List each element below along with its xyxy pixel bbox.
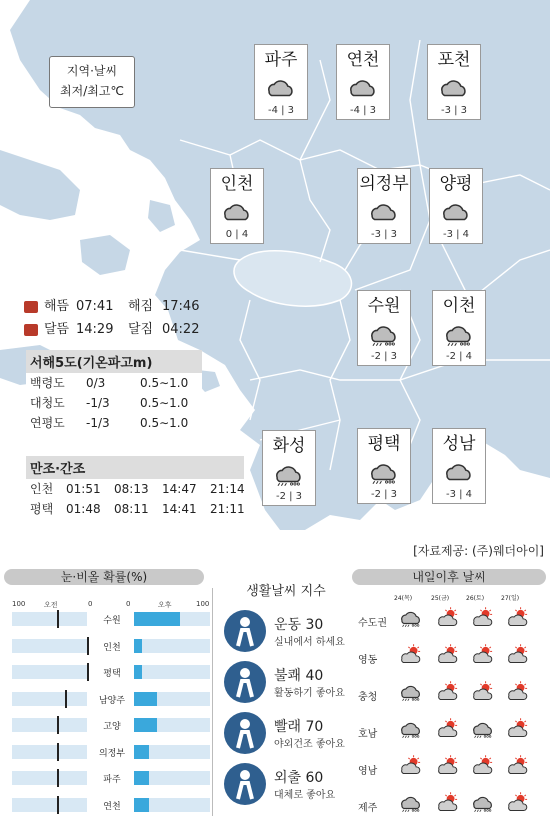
sun-cloud-icon: [470, 606, 496, 628]
sea-wave: 0.5∼1.0: [140, 376, 189, 390]
forecast-date: 25(금): [431, 595, 450, 602]
pm-probability-bar: [134, 639, 142, 653]
sea-row: [26, 413, 202, 433]
city-name: 양평: [439, 174, 473, 194]
life-index-item: [218, 608, 346, 654]
city-card: [262, 430, 316, 506]
sunset-time: 17:46: [162, 299, 200, 314]
city-temperature: -3 | 4: [442, 229, 470, 240]
laundry-icon: [224, 712, 266, 754]
city-card: [357, 168, 411, 244]
outing-icon: [224, 763, 266, 805]
data-credit: [자료제공: (주)웨더아이]: [413, 544, 544, 558]
city-temperature: -3 | 3: [440, 105, 468, 116]
scale-right-min: 0: [126, 600, 131, 608]
city-name: 수원: [367, 296, 401, 316]
scale-left-min: 0: [88, 600, 93, 608]
probability-row: [12, 716, 212, 734]
forecast-date: 24(목): [394, 595, 413, 602]
probability-row: [12, 743, 212, 761]
sunrise-icon: [24, 301, 38, 313]
scale-am-label: 오전: [44, 601, 58, 609]
probability-city: 고양: [103, 722, 121, 732]
sun-cloud-icon: [435, 791, 461, 813]
am-probability-marker: [57, 610, 59, 628]
forecast-region: 호남: [358, 729, 378, 740]
life-index-value: 불쾌 40: [274, 668, 324, 684]
forecast-cell: [398, 791, 424, 817]
life-index-item: [218, 659, 346, 705]
city-card: [432, 290, 486, 366]
cloudy-icon: [439, 198, 473, 224]
sea-temp: 0/3: [86, 376, 106, 390]
city-name: 성남: [442, 434, 476, 454]
forecast-cell: [398, 717, 424, 743]
forecast-cell: [398, 643, 424, 669]
city-card: [336, 44, 390, 120]
legend-line-1: 지역·날씨: [66, 64, 118, 78]
moonrise-icon: [24, 324, 38, 336]
city-temperature: -4 | 3: [267, 105, 295, 116]
probability-row: [12, 610, 212, 628]
forecast-date: 27(일): [501, 595, 520, 602]
tide-row: [26, 479, 244, 499]
forecast-cell: [505, 791, 531, 817]
pm-probability-bar: [134, 798, 149, 812]
city-temperature: -3 | 3: [370, 229, 398, 240]
am-track: [12, 665, 87, 679]
scale-pm-label: 오후: [158, 601, 172, 609]
rain-snow-icon: [398, 680, 424, 702]
life-index-advice: 활동하기 좋아요: [274, 688, 345, 699]
rain-snow-icon: [470, 791, 496, 813]
am-probability-marker: [57, 796, 59, 814]
tide-place: 평택: [30, 502, 54, 516]
forecast-date: 26(토): [466, 595, 485, 602]
probability-row: [12, 796, 212, 814]
cloudy-icon: [346, 74, 380, 100]
city-card: [357, 428, 411, 504]
forecast-cell: [505, 643, 531, 669]
forecast-cell: [505, 606, 531, 632]
city-card: [357, 290, 411, 366]
cloudy-icon: [437, 74, 471, 100]
city-temperature: -2 | 3: [370, 489, 398, 500]
city-name: 이천: [442, 296, 476, 316]
city-card: [429, 168, 483, 244]
forecast-region: 충청: [358, 692, 378, 703]
tide-t2: 08:11: [114, 502, 149, 516]
life-index-value: 빨래 70: [274, 719, 324, 735]
scale-right-max: 100: [196, 600, 210, 608]
sun-cloud-icon: [505, 791, 531, 813]
pm-probability-bar: [134, 718, 157, 732]
am-track: [12, 639, 87, 653]
tide-t1: 01:51: [66, 482, 101, 496]
probability-row: [12, 690, 212, 708]
am-probability-marker: [65, 690, 67, 708]
pm-probability-bar: [134, 665, 142, 679]
forecast-region: 제주: [358, 803, 378, 814]
forecast-cell: [470, 680, 496, 706]
city-name: 의정부: [359, 174, 409, 194]
sun-cloud-icon: [398, 754, 424, 776]
rain-snow-icon: [398, 791, 424, 813]
sunrise-time: 07:41: [76, 299, 114, 314]
rain-snow-icon: [367, 320, 401, 346]
life-index-value: 운동 30: [274, 617, 324, 633]
discomfort-icon: [224, 661, 266, 703]
forecast-cell: [435, 643, 461, 669]
forecast-region: 영동: [358, 655, 378, 666]
rain-snow-icon: [398, 717, 424, 739]
forecast-cell: [505, 680, 531, 706]
pm-probability-bar: [134, 745, 149, 759]
am-probability-marker: [57, 716, 59, 734]
sunset-label: 해짐: [128, 299, 154, 314]
am-track: [12, 745, 87, 759]
probability-city: 의정부: [98, 748, 126, 759]
city-card: [254, 44, 308, 120]
exercise-icon: [224, 610, 266, 652]
am-track: [12, 798, 87, 812]
forecast-cell: [435, 680, 461, 706]
rain-snow-icon: [398, 606, 424, 628]
sea-title: 서해5도(기온파고m): [26, 350, 202, 373]
life-index-title: 생활날씨 지수: [246, 584, 326, 599]
am-track: [12, 692, 87, 706]
tide-place: 인천: [30, 482, 54, 496]
tide-t4: 21:14: [210, 482, 245, 496]
cloudy-icon: [442, 458, 476, 484]
forecast-cell: [435, 754, 461, 780]
city-name: 연천: [346, 50, 380, 70]
rain-snow-icon: [367, 458, 401, 484]
tide-info: [26, 456, 244, 519]
tide-t3: 14:41: [162, 502, 197, 516]
sun-cloud-icon: [505, 680, 531, 702]
forecast-cell: [398, 754, 424, 780]
life-index-item: [218, 761, 346, 807]
city-temperature: 0 | 4: [225, 229, 249, 240]
sea-row: [26, 393, 202, 413]
city-name: 평택: [367, 434, 401, 454]
cloudy-icon: [367, 198, 401, 224]
probability-row: [12, 637, 212, 655]
forecast-cell: [505, 717, 531, 743]
city-name: 파주: [264, 50, 298, 70]
sun-cloud-icon: [435, 717, 461, 739]
sun-cloud-icon: [435, 606, 461, 628]
pm-track: [134, 665, 210, 679]
sea-temp: -1/3: [86, 416, 110, 430]
city-temperature: -2 | 3: [370, 351, 398, 362]
city-name: 화성: [272, 436, 306, 456]
tide-t3: 14:47: [162, 482, 197, 496]
probability-city: 평택: [103, 669, 121, 679]
sun-cloud-icon: [470, 680, 496, 702]
scale-left-max: 100: [12, 600, 26, 608]
city-temperature: -3 | 4: [445, 489, 473, 500]
sea-place: 백령도: [30, 376, 65, 390]
cloudy-icon: [264, 74, 298, 100]
tide-title: 만조·간조: [26, 456, 244, 479]
forecast-cell: [470, 717, 496, 743]
probability-row: [12, 663, 212, 681]
city-card: [427, 44, 481, 120]
pm-track: [134, 639, 210, 653]
life-index-advice: 실내에서 하세요: [274, 637, 345, 648]
forecast-cell: [435, 791, 461, 817]
sea-row: [26, 373, 202, 393]
sun-cloud-icon: [505, 606, 531, 628]
forecast-cell: [505, 754, 531, 780]
moonrise-time: 14:29: [76, 322, 114, 337]
probability-city: 남양주: [98, 695, 126, 706]
sun-cloud-icon: [505, 754, 531, 776]
tide-t2: 08:13: [114, 482, 149, 496]
moonset-label: 달짐: [128, 322, 154, 337]
city-temperature: -2 | 3: [275, 491, 303, 502]
forecast-cell: [398, 680, 424, 706]
moonrise-label: 달뜸: [44, 322, 70, 337]
tide-row: [26, 499, 244, 519]
city-card: [210, 168, 264, 244]
sea-wave: 0.5∼1.0: [140, 416, 189, 430]
tide-t1: 01:48: [66, 502, 101, 516]
forecast-cell: [470, 791, 496, 817]
city-temperature: -2 | 4: [445, 351, 473, 362]
sea-info: [26, 350, 202, 433]
sun-cloud-icon: [505, 643, 531, 665]
life-index-advice: 야외건조 좋아요: [274, 739, 345, 750]
rain-snow-icon: [470, 717, 496, 739]
pm-probability-bar: [134, 771, 149, 785]
probability-row: [12, 769, 212, 787]
probability-city: 인천: [103, 642, 121, 653]
moonset-time: 04:22: [162, 322, 200, 337]
probability-city: 수원: [103, 616, 121, 626]
am-probability-marker: [87, 637, 89, 655]
map-legend: [49, 56, 135, 108]
pm-probability-bar: [134, 692, 157, 706]
life-index-item: [218, 710, 346, 756]
probability-city: 연천: [103, 801, 121, 812]
am-probability-marker: [57, 743, 59, 761]
forecast-cell: [435, 717, 461, 743]
forecast-cell: [398, 606, 424, 632]
sunrise-label: 해뜸: [44, 299, 70, 314]
sea-wave: 0.5∼1.0: [140, 396, 189, 410]
forecast-region: 수도권: [358, 618, 387, 629]
am-probability-marker: [57, 769, 59, 787]
sun-cloud-icon: [398, 643, 424, 665]
city-card: [432, 428, 486, 504]
life-index-value: 외출 60: [274, 770, 324, 786]
city-name: 인천: [220, 174, 254, 194]
forecast-region: 영남: [358, 766, 378, 777]
rain-snow-icon: [272, 460, 306, 486]
city-temperature: -4 | 3: [349, 105, 377, 116]
sea-place: 대청도: [30, 396, 65, 410]
probability-title: 눈·비올 확률(%): [4, 569, 204, 585]
sun-cloud-icon: [470, 643, 496, 665]
sea-temp: -1/3: [86, 396, 110, 410]
forecast-title: 내일이후 날씨: [352, 569, 546, 585]
am-track: [12, 771, 87, 785]
sun-cloud-icon: [435, 680, 461, 702]
forecast-cell: [435, 606, 461, 632]
tide-t4: 21:11: [210, 502, 245, 516]
cloudy-icon: [220, 198, 254, 224]
sun-cloud-icon: [470, 754, 496, 776]
sun-cloud-icon: [505, 717, 531, 739]
pm-probability-bar: [134, 612, 180, 626]
moon-times: [24, 318, 199, 337]
city-name: 포천: [437, 50, 471, 70]
forecast-cell: [470, 606, 496, 632]
am-track: [12, 718, 87, 732]
forecast-cell: [470, 754, 496, 780]
probability-city: 파주: [103, 775, 121, 785]
rain-snow-icon: [442, 320, 476, 346]
forecast-cell: [470, 643, 496, 669]
divider: [212, 588, 213, 816]
am-track: [12, 612, 87, 626]
sun-cloud-icon: [435, 754, 461, 776]
sun-cloud-icon: [435, 643, 461, 665]
life-index-advice: 대체로 좋아요: [274, 790, 336, 801]
am-probability-marker: [87, 663, 89, 681]
legend-line-2: 최저/최고℃: [60, 84, 124, 98]
sea-place: 연평도: [30, 416, 65, 430]
sun-times: [24, 295, 199, 314]
